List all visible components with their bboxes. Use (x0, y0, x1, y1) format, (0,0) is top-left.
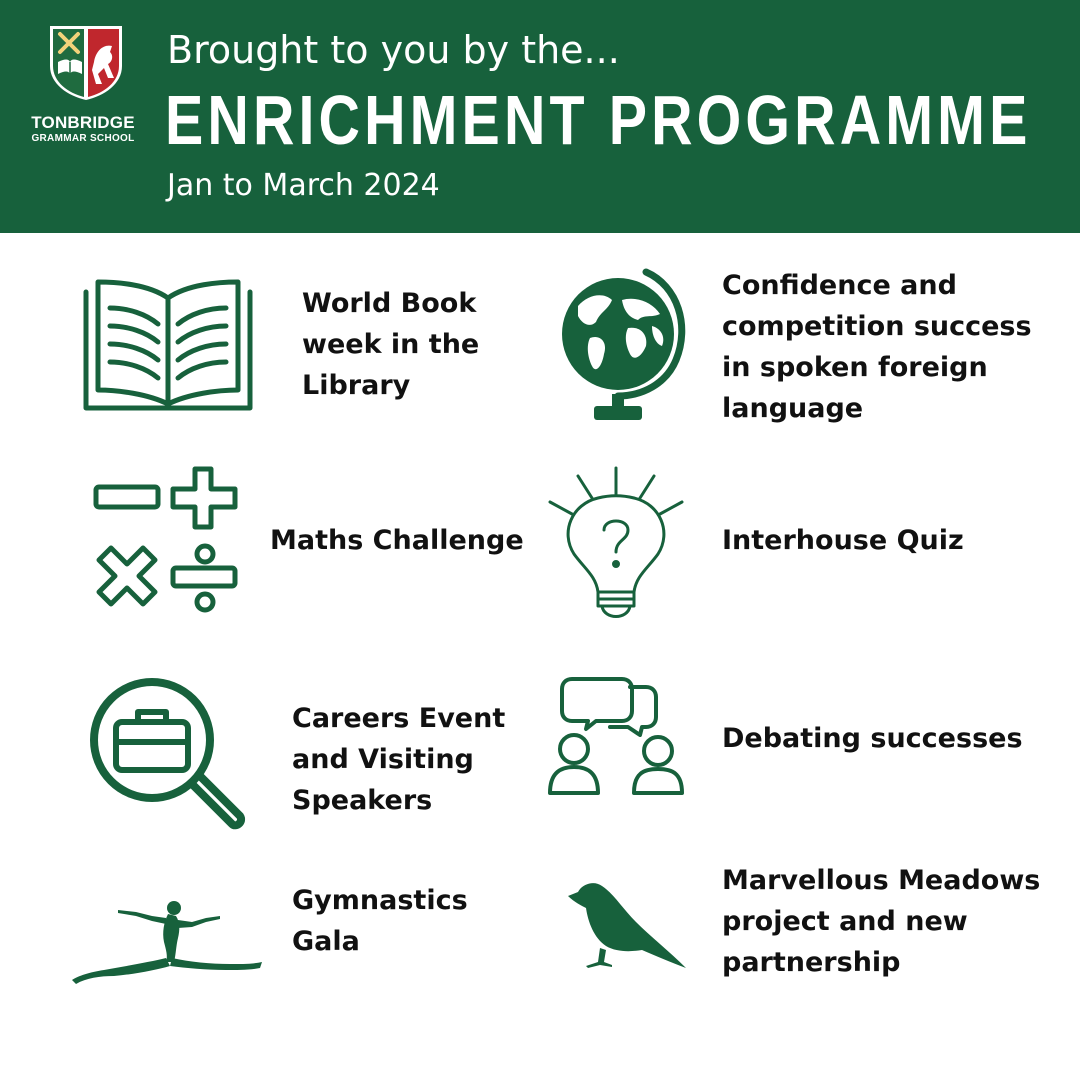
intro-text: Brought to you by the... (167, 28, 620, 72)
date-range: Jan to March 2024 (167, 168, 440, 203)
bird-icon (566, 880, 688, 972)
lightbulb-question-icon (546, 464, 686, 626)
item-label-world-book-week: World Book week in the Library (302, 288, 480, 401)
item-label-marvellous-meadows: Marvellous Meadows project and new partnership (722, 865, 1041, 978)
item-label-maths-challenge: Maths Challenge (270, 525, 524, 556)
item-label-confidence-language: Confidence and competition success in spoken foreign language (722, 270, 1032, 424)
gymnast-icon (70, 898, 264, 988)
debate-speech-icon (546, 675, 688, 797)
page-title: ENRICHMENT PROGRAMME (165, 81, 1032, 159)
school-name-line2: GRAMMAR SCHOOL (31, 133, 135, 144)
briefcase-search-icon (88, 676, 248, 838)
item-label-gymnastics-gala: Gymnastics Gala (292, 885, 468, 957)
school-name-line1: TONBRIDGE (31, 113, 135, 132)
item-label-interhouse-quiz: Interhouse Quiz (722, 525, 964, 556)
item-label-debating-successes: Debating successes (722, 723, 1023, 754)
open-book-icon (82, 278, 254, 413)
globe-icon (556, 266, 691, 426)
header-banner (0, 0, 1080, 233)
school-crest-logo (46, 22, 126, 102)
maths-symbols-icon (93, 466, 241, 616)
item-label-careers-event: Careers Event and Visiting Speakers (292, 703, 506, 816)
